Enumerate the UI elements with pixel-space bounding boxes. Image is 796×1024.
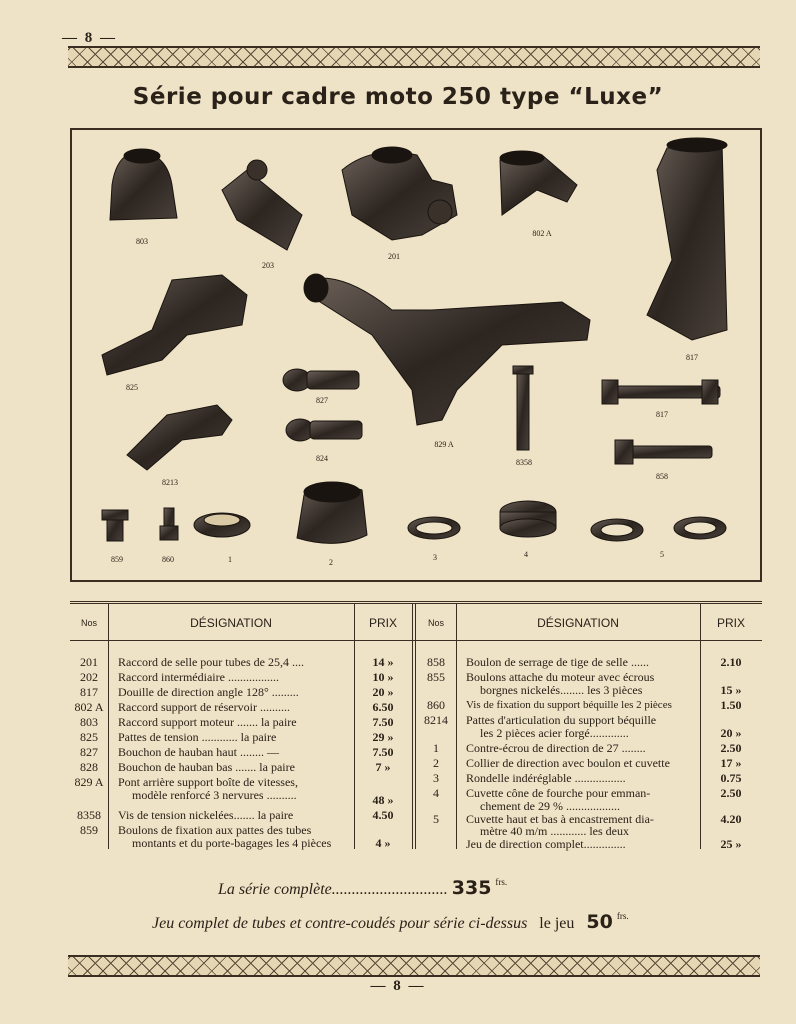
row-price: 14 » bbox=[372, 655, 394, 669]
row-number: 802 A bbox=[74, 700, 104, 714]
row-number: 8214 bbox=[424, 713, 448, 727]
row-number: 803 bbox=[80, 715, 98, 729]
page-number-top: — 8 — bbox=[62, 30, 117, 46]
full-series-label: La série complète............................. bbox=[218, 881, 448, 898]
row-designation: Raccord support de réservoir .......... bbox=[118, 700, 290, 714]
row-number: 201 bbox=[80, 655, 98, 669]
tube-set-unit-label: le jeu bbox=[539, 915, 575, 932]
row-designation-continued: montants et du porte-bagages les 4 pièces bbox=[132, 836, 332, 850]
row-price: 20 » bbox=[372, 685, 394, 699]
parts-illustration bbox=[72, 130, 760, 580]
row-designation: Vis de tension nickelées....... la paire bbox=[118, 808, 294, 822]
row-price: 1.50 bbox=[720, 698, 742, 712]
row-number: 859 bbox=[80, 823, 98, 837]
row-designation: Pattes de tension ............ la paire bbox=[118, 730, 277, 744]
row-number: 5 bbox=[433, 812, 439, 826]
row-designation: Rondelle indéréglable ................. bbox=[466, 771, 626, 785]
row-price: 4 » bbox=[375, 836, 391, 850]
row-designation-continued: borgnes nickelés........ les 3 pièces bbox=[480, 683, 643, 697]
row-number: 4 bbox=[433, 786, 439, 800]
row-designation: Cuvette haut et bas à encastrement dia- bbox=[466, 812, 654, 826]
row-number: 1 bbox=[433, 741, 439, 755]
tube-set-price: 50 bbox=[586, 911, 613, 933]
row-number: 817 bbox=[80, 685, 98, 699]
row-designation: Collier de direction avec boulon et cuvette bbox=[466, 756, 670, 770]
part-label: 827 bbox=[316, 396, 328, 405]
row-designation-continued: les 2 pièces acier forgé............. bbox=[480, 726, 629, 740]
row-number: 860 bbox=[427, 698, 445, 712]
part-label: 201 bbox=[388, 252, 400, 261]
row-designation-continued: mètre 40 m/m ............ les deux bbox=[480, 824, 629, 838]
part-label: 829 A bbox=[434, 440, 454, 449]
currency-unit: frs. bbox=[495, 877, 508, 887]
page-title: Série pour cadre moto 250 type “Luxe” bbox=[132, 84, 664, 110]
row-price: 25 » bbox=[720, 837, 742, 851]
row-designation: Raccord support moteur ....... la paire bbox=[118, 715, 297, 729]
part-label: 4 bbox=[524, 550, 528, 559]
column-header-price: PRIX bbox=[716, 616, 745, 630]
part-label: 3 bbox=[433, 553, 437, 562]
row-designation: Bouchon de hauban bas ....... la paire bbox=[118, 760, 295, 774]
row-number: 855 bbox=[427, 670, 445, 684]
row-number: 8358 bbox=[77, 808, 101, 822]
row-price: 2.50 bbox=[720, 741, 742, 755]
row-designation: Cuvette cône de fourche pour emman- bbox=[466, 786, 651, 800]
row-designation: Pattes d'articulation du support béquille bbox=[466, 713, 657, 727]
row-price: 17 » bbox=[720, 756, 742, 770]
column-header-number: Nos bbox=[427, 618, 444, 628]
part-label: 817 bbox=[686, 353, 698, 362]
row-price: 20 » bbox=[720, 726, 742, 740]
currency-unit: frs. bbox=[616, 911, 629, 921]
row-designation: Boulon de serrage de tige de selle ...... bbox=[466, 655, 649, 669]
column-header-number: Nos bbox=[80, 618, 97, 628]
row-number: 827 bbox=[80, 745, 98, 759]
row-number: 829 A bbox=[74, 775, 104, 789]
row-designation: Raccord intermédiaire ................. bbox=[118, 670, 279, 684]
part-label: 5 bbox=[660, 550, 664, 559]
part-label: 817 bbox=[656, 410, 668, 419]
column-header-designation: DÉSIGNATION bbox=[537, 616, 619, 630]
decorative-border-top bbox=[68, 46, 760, 68]
row-price: 4.50 bbox=[372, 808, 394, 822]
row-designation: Jeu de direction complet.............. bbox=[466, 837, 626, 851]
part-label: 8358 bbox=[516, 458, 532, 467]
full-series-price: 335 bbox=[451, 877, 492, 899]
row-designation: Douille de direction angle 128° ......... bbox=[118, 685, 299, 699]
part-label: 1 bbox=[228, 555, 232, 564]
row-price: 29 » bbox=[372, 730, 394, 744]
tube-set-price-line bbox=[152, 911, 629, 933]
part-label: 203 bbox=[262, 261, 274, 270]
part-label: 802 A bbox=[532, 229, 552, 238]
table-header-rule bbox=[70, 640, 762, 641]
parts-price-table bbox=[70, 601, 762, 849]
part-label: 859 bbox=[111, 555, 123, 564]
row-price: 15 » bbox=[720, 683, 742, 697]
parts-illustration-panel bbox=[70, 128, 762, 582]
part-label: 824 bbox=[316, 454, 328, 463]
row-designation: Boulons attache du moteur avec écrous bbox=[466, 670, 655, 684]
row-number: 825 bbox=[80, 730, 98, 744]
row-price: 2.10 bbox=[720, 655, 742, 669]
part-label: 2 bbox=[329, 558, 333, 567]
row-price: 7 » bbox=[375, 760, 391, 774]
full-series-price-line bbox=[218, 877, 507, 899]
row-designation: Bouchon de hauban haut ........ — bbox=[118, 745, 279, 759]
row-price: 7.50 bbox=[372, 745, 394, 759]
row-designation: Boulons de fixation aux pattes des tubes bbox=[118, 823, 312, 837]
column-header-price: PRIX bbox=[368, 616, 397, 630]
decorative-border-bottom bbox=[68, 955, 760, 977]
tube-set-label: Jeu complet de tubes et contre-coudés pour série ci-dessus bbox=[152, 915, 528, 932]
row-number: 202 bbox=[80, 670, 98, 684]
part-label: 8213 bbox=[162, 478, 178, 487]
row-designation: Raccord de selle pour tubes de 25,4 .... bbox=[118, 655, 304, 669]
row-designation-continued: modèle renforcé 3 nervures .......... bbox=[132, 788, 297, 802]
row-price: 10 » bbox=[372, 670, 394, 684]
row-number: 858 bbox=[427, 655, 445, 669]
row-number: 2 bbox=[433, 756, 439, 770]
part-label: 803 bbox=[136, 237, 148, 246]
row-designation: Pont arrière support boîte de vitesses, bbox=[118, 775, 298, 789]
row-designation-continued: chement de 29 % .................. bbox=[480, 799, 620, 813]
row-price: 48 » bbox=[372, 793, 394, 807]
row-number: 3 bbox=[433, 771, 439, 785]
row-price: 4.20 bbox=[720, 812, 742, 826]
part-label: 825 bbox=[126, 383, 138, 392]
column-header-designation: DÉSIGNATION bbox=[190, 616, 272, 630]
part-label: 860 bbox=[162, 555, 174, 564]
page-number-bottom: — 8 — bbox=[370, 978, 426, 994]
row-price: 2.50 bbox=[720, 786, 742, 800]
row-designation: Contre-écrou de direction de 27 ........ bbox=[466, 741, 646, 755]
row-price: 7.50 bbox=[372, 715, 394, 729]
part-label: 858 bbox=[656, 472, 668, 481]
row-number: 828 bbox=[80, 760, 98, 774]
row-price: 0.75 bbox=[720, 771, 742, 785]
row-designation: Vis de fixation du support béquille les 2 pièces bbox=[466, 699, 672, 711]
row-price: 6.50 bbox=[372, 700, 394, 714]
